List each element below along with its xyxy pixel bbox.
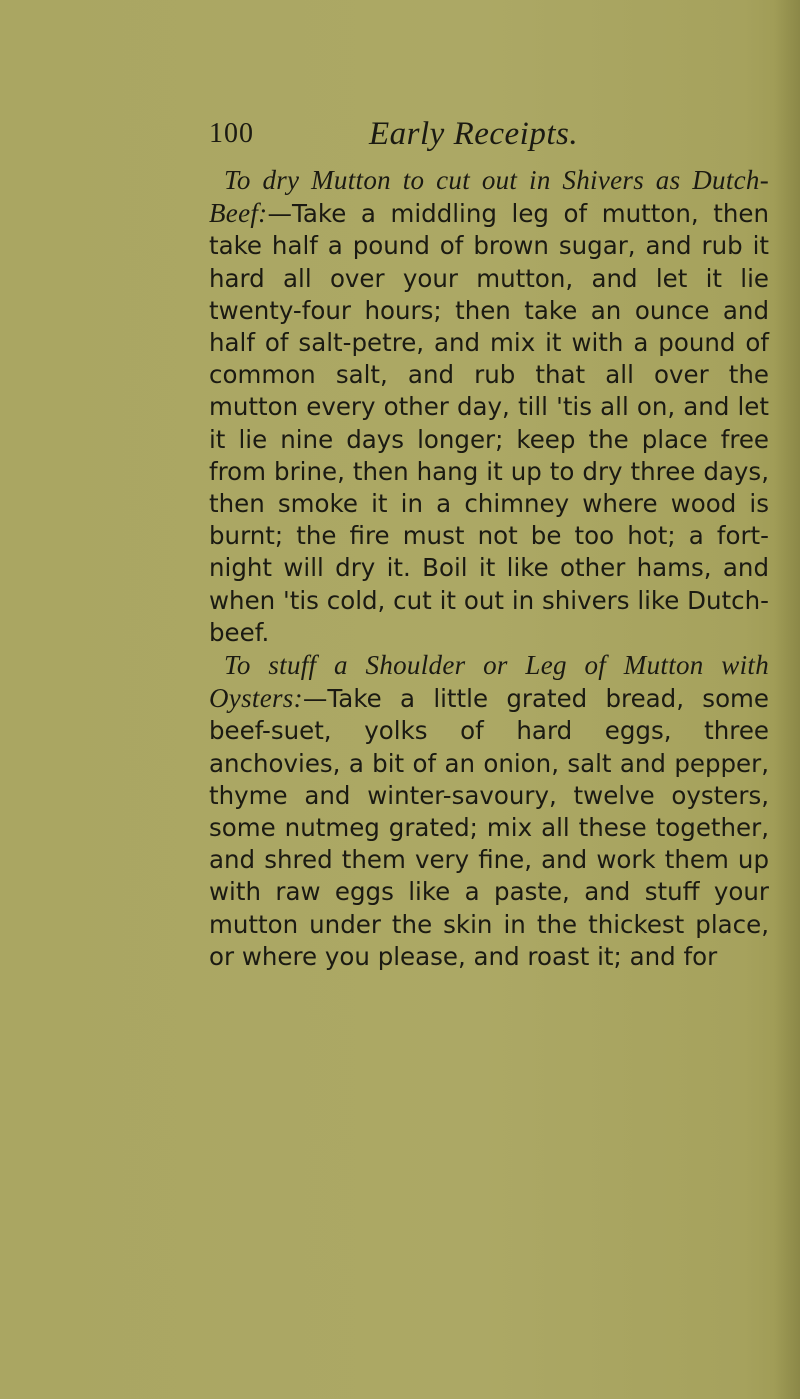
receipt-paragraph <box>209 164 769 649</box>
page-number: 100 <box>209 118 254 149</box>
receipt-paragraph <box>209 649 769 973</box>
page-body <box>209 164 769 973</box>
page-header <box>209 118 629 158</box>
receipt-body: —Take a middling leg of mutton, then take half a pound of brown sugar, and rub it hard all over your mutton, and let it lie twenty-four hours; then take an ounce and half of salt-petre, and mix it with a pound of common salt, and rub that all over the mutton every other day, till 'tis all on, and let it lie nine days longer; keep the place free from brine, then hang it up to dry three days, then smoke it in a chimney where wood is burnt; the fire must not be too hot; a fort-night will dry it. Boil it like other hams, and when 'tis cold, cut it out in shivers like Dutch-beef. <box>209 199 769 647</box>
receipt-title: To stuff a Shoulder or Leg of Mutton with Oysters: <box>209 650 769 714</box>
receipt-title: To dry Mutton to cut out in Shivers as Dutch-Beef: <box>209 165 769 229</box>
page-edge-shadow <box>774 0 800 1399</box>
running-title: Early Receipts. <box>369 116 579 152</box>
receipt-body: —Take a little grated bread, some beef-suet, yolks of hard eggs, three anchovies, a bit of an onion, salt and pepper, thyme and winter-savoury, twelve oysters, some nutmeg grated; mix all these together, and shred them very fine, and work them up with raw eggs like a paste, and stuff your mutton under the skin in the thickest place, or where you please, and roast it; and for <box>209 684 769 971</box>
